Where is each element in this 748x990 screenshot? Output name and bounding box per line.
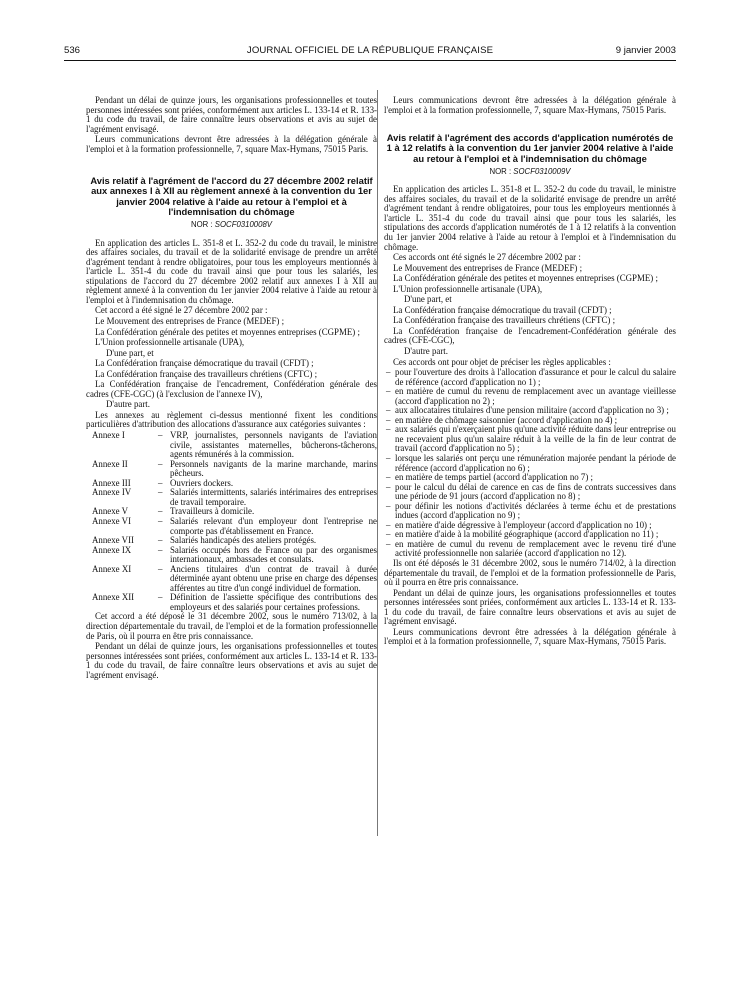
annex-key: Annexe III <box>92 477 131 488</box>
list-item <box>384 540 676 559</box>
bullet-dash: – <box>386 529 391 540</box>
header-rule <box>64 60 676 61</box>
annex-text: Salariés occupés hors de France ou par des organismes internationaux, ambassades et consulats. <box>170 544 377 565</box>
signatory: La Confédération générale des petites et moyennes entreprises (CGPME) ; <box>393 273 658 284</box>
column-divider <box>377 90 378 836</box>
paragraph: Pendant un délai de quinze jours, les organisations professionnelles et toutes personnes intéressées sont priées, conformément aux articles L. 133-14 et R. 133-1 du code du travail, de faire connaître leurs observations et avis au sujet de l'agrément envisagé. <box>384 587 676 627</box>
bullet-dash: – <box>386 500 391 511</box>
paragraph: Cet accord a été déposé le 31 décembre 2002, sous le numéro 713/02, à la direction départementale du travail, de l'emploi et de la formation professionnelle de Paris, où il pourra en être pris connaissance. <box>86 611 377 641</box>
list-item-text: en matière d'aide dégressive à l'employeur (accord d'application no 10) ; <box>395 519 652 530</box>
nor-code: SOCF0310008V <box>214 220 273 230</box>
annex-text: Anciens titulaires d'un contrat de travail à durée déterminée ayant obtenu une prise en charge des dépenses afférentes au titre d'un congé individuel de formation. <box>170 563 377 593</box>
list-item-text: aux allocataires titulaires d'une pension militaire (accord d'application no 3) ; <box>395 405 669 416</box>
list-item <box>384 502 676 521</box>
signatory: La Confédération française de l'encadrement-Confédération générale des cadres (CFE-CGC), <box>384 325 676 346</box>
annex-text: Salariés intermittents, salariés intérimaires des entreprises de travail temporaire. <box>170 487 377 507</box>
bullet-dash: – <box>386 472 391 483</box>
annex-dash: – <box>158 430 163 441</box>
list-item <box>384 454 676 473</box>
nor-reference <box>86 220 377 230</box>
list-item-text: en matière d'aide à la mobilité géographique (accord d'application no 11) ; <box>395 529 659 540</box>
annex-item <box>86 565 377 594</box>
annex-dash: – <box>158 535 163 546</box>
signatory: La Confédération française de l'encadrement, Confédération générale des cadres (CFE-CGC) (à l'exclusion de l'annexe IV), <box>86 379 377 399</box>
annex-text: Définition de l'assiette spécifique des contributions des employeurs et des salariés pour certaines professions. <box>170 592 377 612</box>
signatory-separator: D'une part, et <box>404 294 452 305</box>
annex-key: Annexe II <box>92 458 128 469</box>
annex-item <box>86 431 377 460</box>
signatory-separator: D'une part, et <box>106 347 154 358</box>
signatory: L'Union professionnelle artisanale (UPA), <box>95 337 245 348</box>
signatory: La Confédération française des travailleurs chrétiens (CFTC) ; <box>95 368 318 379</box>
list-item-text: en matière de cumul du revenu de remplacement avec un avantage vieillesse (accord d'application no 2) ; <box>395 386 676 406</box>
list-item <box>384 387 676 406</box>
annex-dash: – <box>158 487 163 498</box>
bullet-dash: – <box>386 453 391 464</box>
paragraph: Les annexes au règlement ci-dessus mentionné fixent les conditions particulières d'attribution des allocations d'assurance aux catégories suivantes : <box>86 409 377 430</box>
signatory: La Confédération française des travailleurs chrétiens (CFTC) ; <box>393 315 616 326</box>
signatory-separator: D'autre part. <box>106 399 150 410</box>
annex-dash: – <box>158 515 163 526</box>
annex-item <box>86 488 377 507</box>
annex-dash: – <box>158 506 163 517</box>
annex-dash: – <box>158 477 163 488</box>
signatory-separator: D'autre part. <box>404 346 448 356</box>
paragraph: Pendant un délai de quinze jours, les organisations professionnelles et toutes personnes intéressées sont priées, conformément aux articles L. 133-14 et R. 133-1 du code du travail, de faire connaître leurs observations et avis au sujet de l'agrément envisagé. <box>86 641 377 680</box>
signatory: La Confédération française démocratique du travail (CFDT) ; <box>393 304 612 315</box>
annex-key: Annexe VI <box>92 515 132 526</box>
list-item-text: lorsque les salariés ont perçu une rémunération majorée pendant la période de référence (accord d'application no 6) ; <box>395 453 676 473</box>
annex-key: Annexe XII <box>92 592 135 603</box>
bullet-dash: – <box>386 519 391 530</box>
nor-reference <box>384 167 676 177</box>
left-column <box>86 96 377 681</box>
annex-key: Annexe IV <box>92 487 132 498</box>
annex-item <box>86 517 377 536</box>
paragraph: Leurs communications devront être adressées à la délégation générale à l'emploi et à la formation professionnelle, 7, square Max-Hymans, 75015 Paris. <box>384 626 676 647</box>
signatory: La Confédération française démocratique du travail (CFDT) ; <box>95 358 314 369</box>
list-item <box>384 425 676 454</box>
bullet-dash: – <box>386 424 391 435</box>
annex-key: Annexe I <box>92 430 125 441</box>
annex-dash: – <box>158 592 163 603</box>
annex-item <box>86 593 377 612</box>
signatory: Le Mouvement des entreprises de France (MEDEF) ; <box>95 316 285 327</box>
page-header <box>64 45 676 61</box>
list-item <box>384 368 676 387</box>
signatory: Le Mouvement des entreprises de France (MEDEF) ; <box>393 262 583 273</box>
annex-dash: – <box>158 563 163 574</box>
paragraph: Ces accords ont pour objet de préciser les règles applicables : <box>393 356 611 367</box>
list-item-text: pour définir les notions d'activités déclarées à terme échu et de prestations indues (accord d'application no 9) ; <box>395 500 676 521</box>
list-item-text: pour l'ouverture des droits à l'allocation d'assurance et pour le calcul du salaire de référence (accord d'application no 1) ; <box>395 367 676 387</box>
signatory: La Confédération générale des petites et moyennes entreprises (CGPME) ; <box>95 326 360 337</box>
issue-date: 9 janvier 2003 <box>615 45 676 56</box>
signatory: L'Union professionnelle artisanale (UPA), <box>393 283 543 294</box>
list-item-text: aux salariés qui n'exerçaient plus qu'une activité réduite dans leur entreprise ou ne recevaient plus qu'un salaire réduit à la veille de la fin de leur contrat de travail (accord d'application no 5) ; <box>395 424 676 454</box>
rules-list <box>384 368 676 559</box>
paragraph: Pendant un délai de quinze jours, les organisations professionnelles et toutes personnes intéressées sont priées, conformément aux articles L. 133-14 et R. 133-1 du code du travail, de faire connaître leurs observations et avis au sujet de l'agrément envisagé. <box>86 95 377 134</box>
list-item-text: en matière de temps partiel (accord d'application no 7) ; <box>395 472 594 483</box>
annex-item <box>86 460 377 479</box>
annex-text: Personnels navigants de la marine marchande, marins pêcheurs. <box>170 458 377 479</box>
nor-code: SOCF0310009V <box>513 166 571 176</box>
annex-text: Salariés relevant d'un employeur dont l'entreprise ne comporte pas d'établissement en France. <box>170 515 377 536</box>
annex-item <box>86 546 377 565</box>
paragraph: Ils ont été déposés le 31 décembre 2002, sous le numéro 714/02, à la direction départementale du travail, de l'emploi et de la formation professionnelle de Paris, où il pourra en être pris connaissance. <box>384 558 676 588</box>
annex-key: Annexe VII <box>92 535 134 546</box>
bullet-dash: – <box>386 405 391 416</box>
annex-text: Travailleurs à domicile. <box>170 506 255 517</box>
bullet-dash: – <box>386 414 391 425</box>
paragraph: Ces accords ont été signés le 27 décembre 2002 par : <box>393 252 581 263</box>
annex-text: Ouvriers dockers. <box>170 477 234 488</box>
bullet-dash: – <box>386 481 391 492</box>
paragraph: En application des articles L. 351-8 et L. 352-2 du code du travail, le ministre des affaires sociales, du travail et de la solidarité envisage de prendre un arrêté d'agrément tendant à rendre obligatoires, pour tous les employeurs mentionnés à l'article L. 351-4 du code du travail ainsi que pour tous les salariés, les stipulations des accords d'application numérotés de 1 à 12 relatifs à la convention du 1er janvier 2004 relative à l'aide au retour à l'emploi et à l'indemnisation du chômage. <box>384 184 676 252</box>
journal-title: JOURNAL OFFICIEL DE LA RÉPUBLIQUE FRANÇAISE <box>246 45 494 56</box>
annex-key: Annexe V <box>92 506 129 517</box>
paragraph: Cet accord a été signé le 27 décembre 2002 par : <box>95 305 268 316</box>
list-item-text: pour le calcul du délai de carence en cas de fins de contrats successives dans une période de 91 jours (accord d'application no 8) ; <box>395 481 676 502</box>
right-column <box>384 96 676 648</box>
notice-title: Avis relatif à l'agrément des accords d'application numérotés de 1 à 12 relatifs à la convention du 1er janvier 2004 relative à l'aide au retour à l'emploi et à l'indemnisation du chômage <box>386 132 674 164</box>
annex-dash: – <box>158 458 163 469</box>
list-item <box>384 483 676 502</box>
annex-key: Annexe XI <box>92 563 132 574</box>
annex-list <box>86 431 377 612</box>
paragraph: En application des articles L. 351-8 et L. 352-2 du code du travail, le ministre des affaires sociales, du travail et de la solidarité envisage de prendre un arrêté d'agrément tendant à rendre obligatoires, pour tous les employeurs mentionnés à l'article L. 351-4 du code du travail ainsi que pour tous les salariés, les stipulations de l'accord du 27 décembre 2002 relatif aux annexes I à XII au règlement annexé à la convention du 1er janvier 2004 relative à l'aide au retour à l'emploi et à l'indemnisation du chômage. <box>86 237 377 305</box>
list-item-text: en matière de chômage saisonnier (accord d'application no 4) ; <box>395 414 618 425</box>
bullet-dash: – <box>386 367 391 378</box>
nor-label: NOR : <box>489 166 514 176</box>
notice-title: Avis relatif à l'agrément de l'accord du 27 décembre 2002 relatif aux annexes I à XII au règlement annexé à la convention du 1er janvier 2004 relative à l'aide au retour à l'emploi et à l'indemnisation du chômage <box>90 175 373 217</box>
bullet-dash: – <box>386 538 391 549</box>
list-item-text: en matière de cumul du revenu de remplacement avec le revenu tiré d'une activité professionnelle non salariée (accord d'application no 12). <box>395 538 676 559</box>
nor-label: NOR : <box>190 220 215 230</box>
annex-text: VRP, journalistes, personnels navigants de l'aviation civile, assistantes maternelles, bûcherons-tâcherons, agents rémunérés à la commission. <box>170 430 377 460</box>
bullet-dash: – <box>386 386 391 397</box>
annex-key: Annexe IX <box>92 544 132 555</box>
paragraph: Leurs communications devront être adressées à la délégation générale à l'emploi et à la formation professionnelle, 7, square Max-Hymans, 75015 Paris. <box>86 134 377 154</box>
annex-dash: – <box>158 544 163 555</box>
page-number: 536 <box>64 45 81 56</box>
annex-text: Salariés handicapés des ateliers protégés. <box>170 535 317 546</box>
paragraph: Leurs communications devront être adressées à la délégation générale à l'emploi et à la formation professionnelle, 7, square Max-Hymans, 75015 Paris. <box>384 95 676 115</box>
